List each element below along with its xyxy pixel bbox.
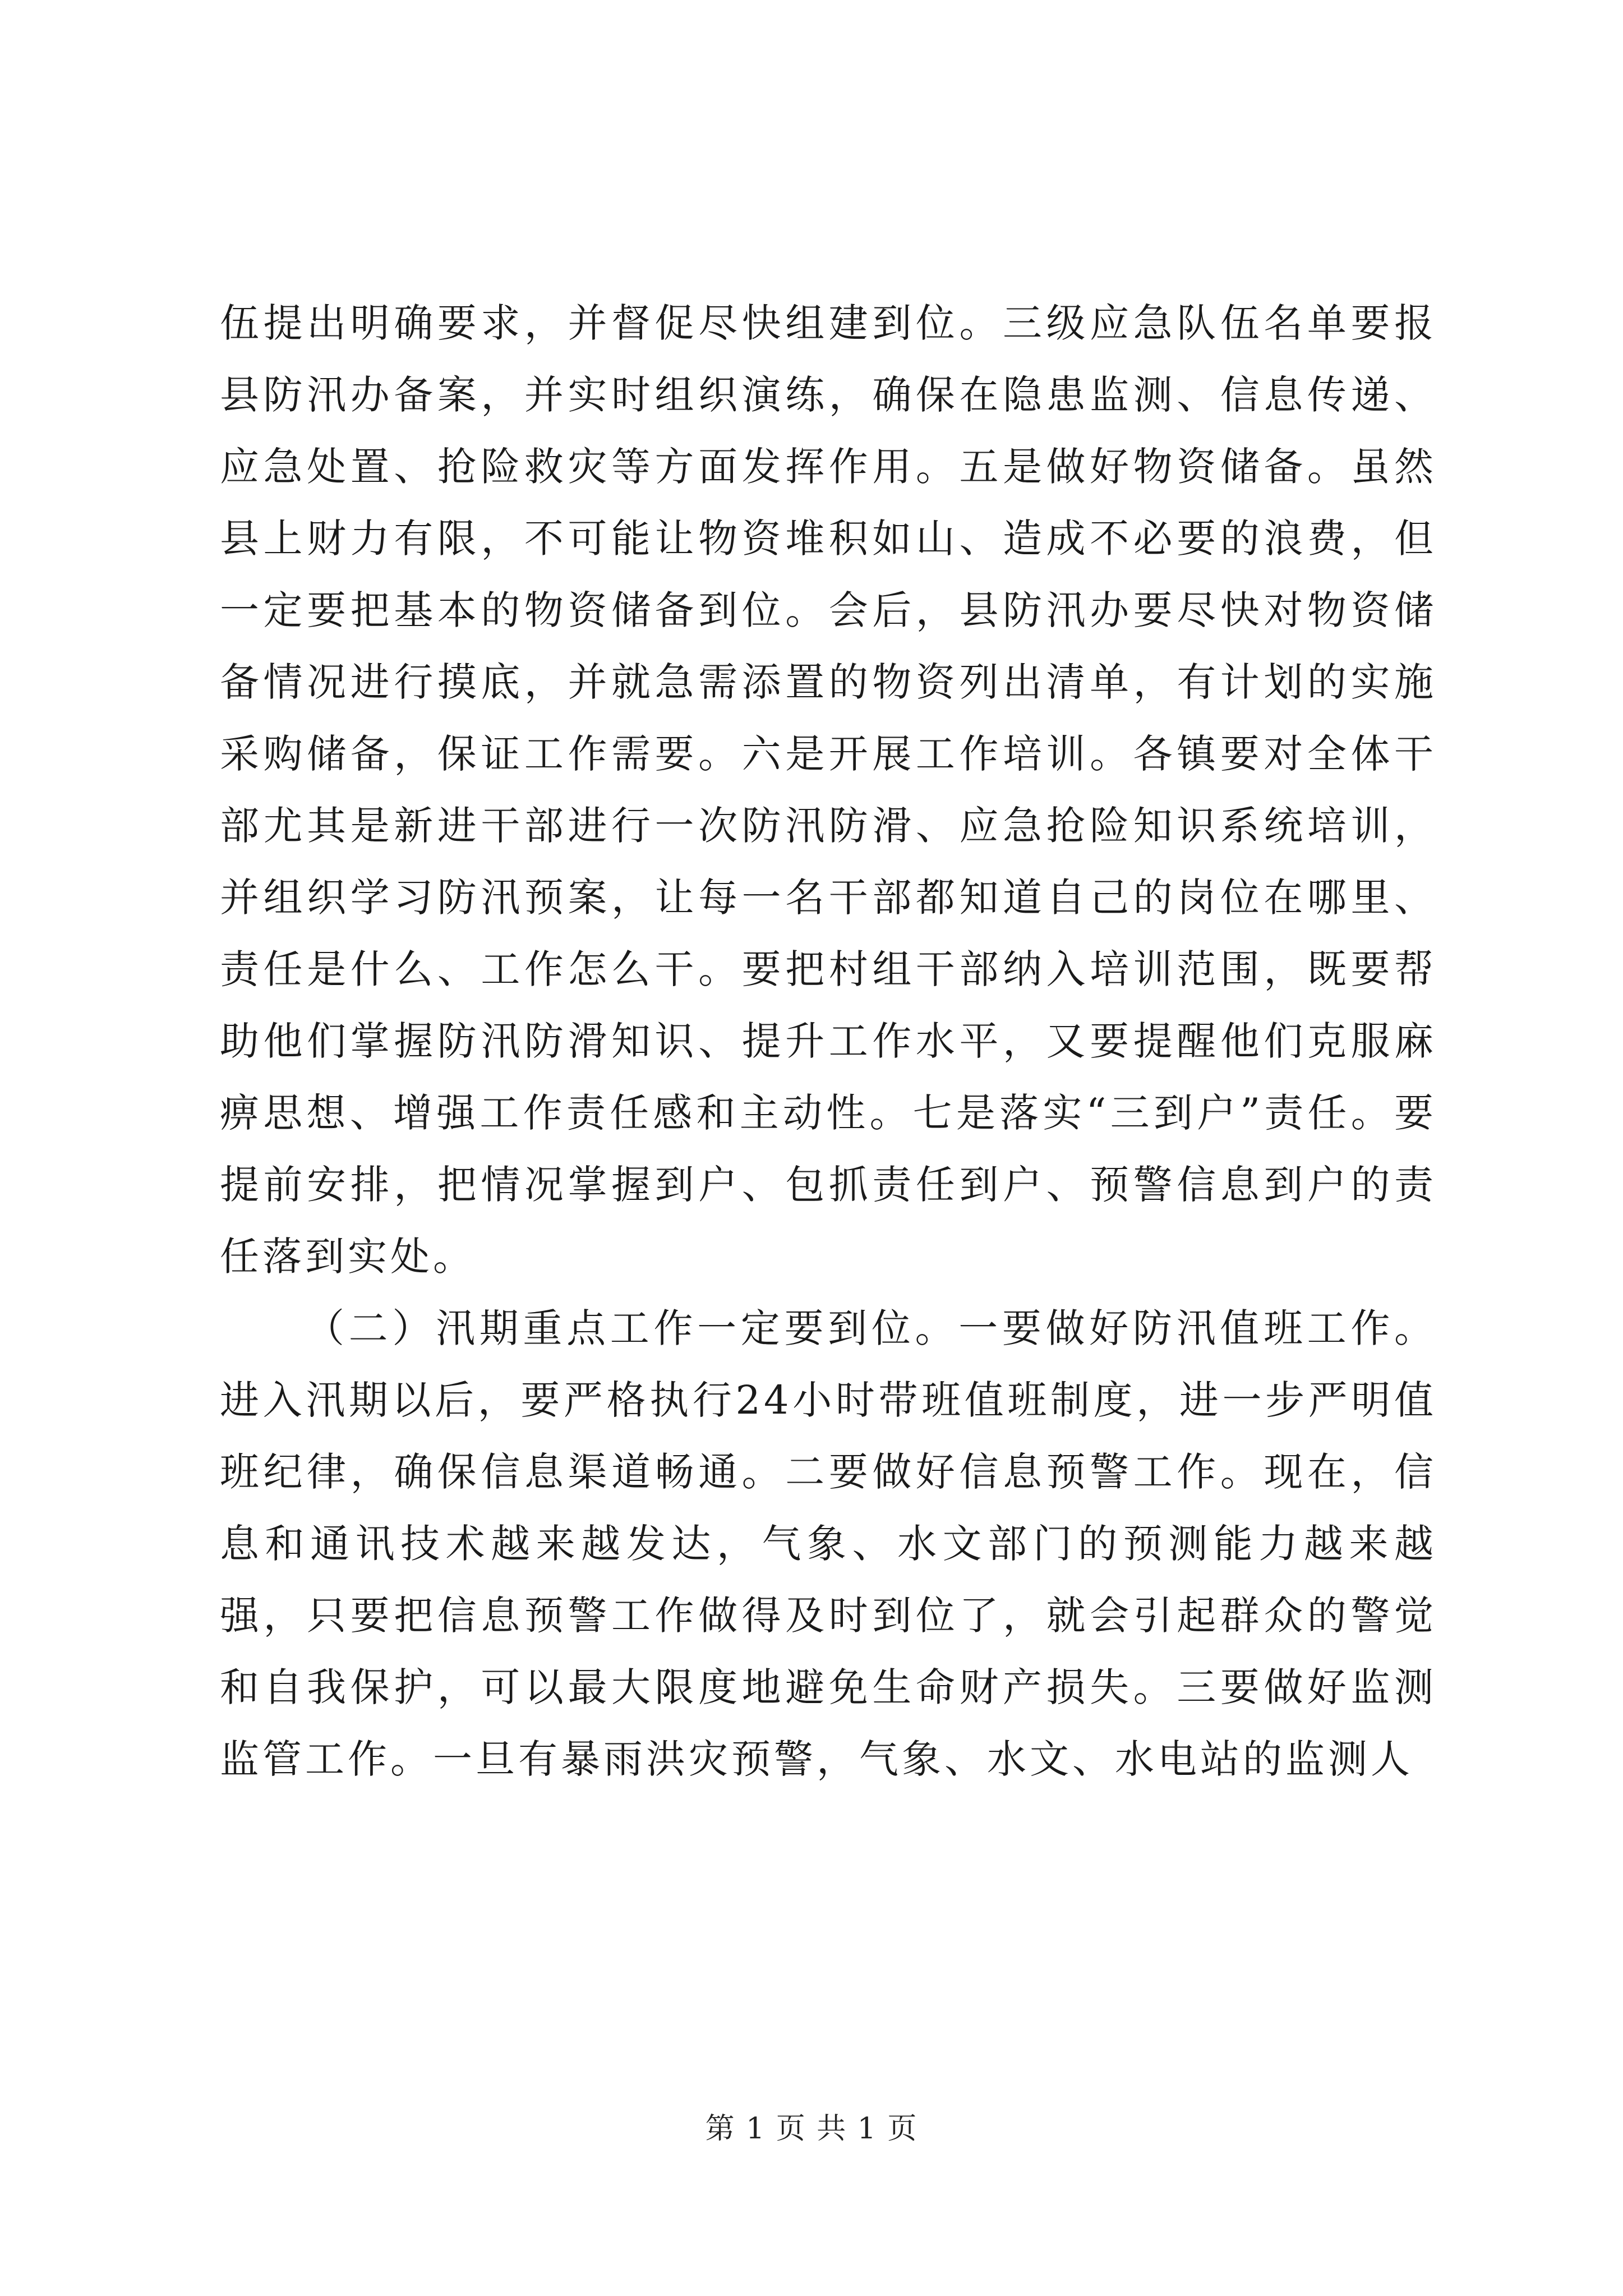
paragraph-section-two: （二）汛期重点工作一定要到位。一要做好防汛值班工作。进入汛期以后，要严格执行24小时带班值班制度，进一步严明值班纪律，确保信息渠道畅通。二要做好信息预警工作。现在，信息和通讯技术越来越发达，气象、水文部门的预测能力越来越强，只要把信息预警工作做得及时到位了，就会引起群众的警觉和自我保护，可以最大限度地避免生命财产损失。三要做好监测监管工作。一旦有暴雨洪灾预警，气象、水文、水电站的监测人 — [220, 1305, 1437, 1782]
document-body — [220, 287, 1437, 1795]
page-number-footer: 第 1 页 共 1 页 — [705, 2112, 918, 2146]
paragraph-continuation: 伍提出明确要求，并督促尽快组建到位。三级应急队伍名单要报县防汛办备案，并实时组织演练，确保在隐患监测、信息传递、应急处置、抢险救灾等方面发挥作用。五是做好物资储备。虽然县上财力有限，不可能让物资堆积如山、造成不必要的浪费，但一定要把基本的物资储备到位。会后，县防汛办要尽快对物资储备情况进行摸底，并就急需添置的物资列出清单，有计划的实施采购储备，保证工作需要。六是开展工作培训。各镇要对全体干部尤其是新进干部进行一次防汛防滑、应急抢险知识系统培训，并组织学习防汛预案，让每一名干部都知道自己的岗位在哪里、责任是什么、工作怎么干。要把村组干部纳入培训范围，既要帮助他们掌握防汛防滑知识、提升工作水平，又要提醒他们克服麻痹思想、增强工作责任感和主动性。七是落实“三到户”责任。要提前安排，把情况掌握到户、包抓责任到户、预警信息到户的责任落到实处。 — [220, 300, 1437, 1280]
